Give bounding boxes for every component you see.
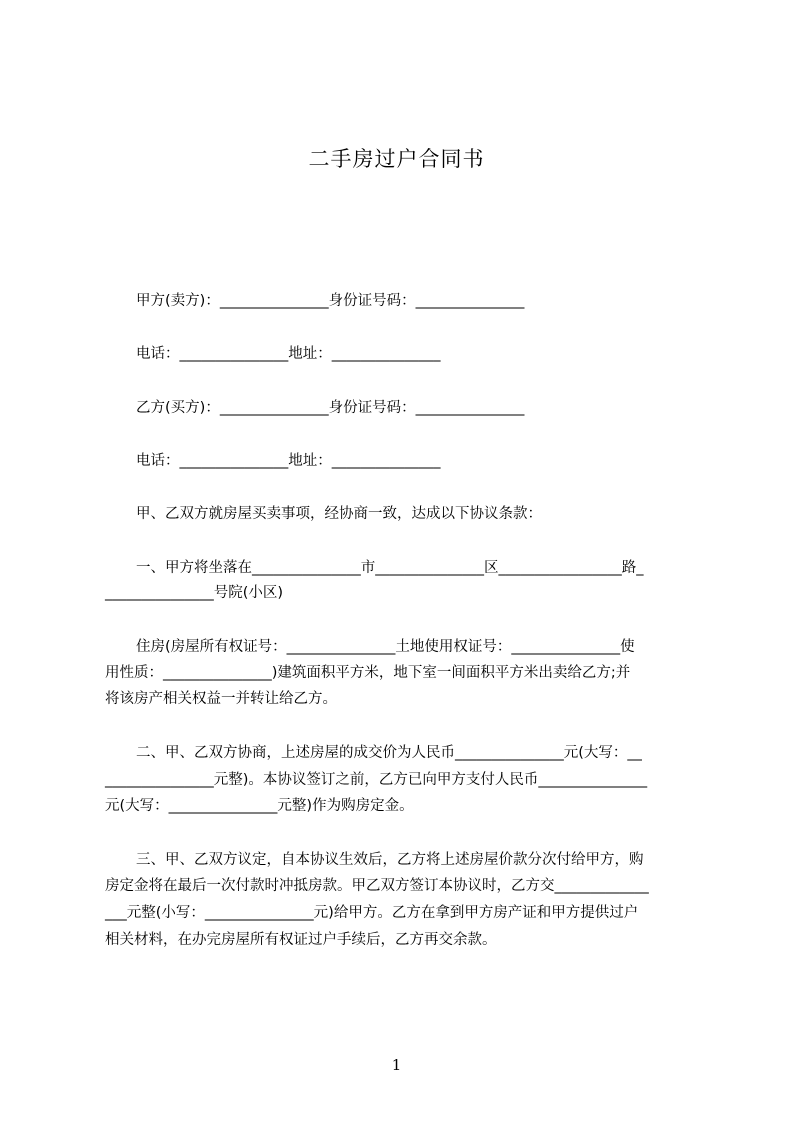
clause-1-line-1: 一、甲方将坐落在_______________市_______________区_________________路_ — [136, 560, 644, 576]
clause-3-line-2: 房定金将在最后一次付款时冲抵房款。甲乙双方签订本协议时，乙方交_____________ — [105, 878, 649, 894]
clause-3-line-1: 三、甲、乙双方议定，自本协议生效后，乙方将上述房屋价款分次付给甲方，购 — [136, 852, 644, 868]
buyer-contact-line: 电话：_______________地址：_______________ — [136, 453, 441, 469]
document-title: 二手房过户合同书 — [308, 147, 485, 171]
seller-name-line: 甲方(卖方)：_______________身份证号码：_______________ — [136, 293, 525, 309]
clause-2-line-1: 二、甲、乙双方协商，上述房屋的成交价为人民币_______________元(大写：__ — [136, 745, 642, 761]
clause-1b-line-2: 用性质：_______________)建筑面积平方米，地下室一间面积平方米出卖给乙方;并 — [105, 665, 631, 681]
intro-paragraph: 甲、乙双方就房屋买卖事项，经协商一致，达成以下协议条款： — [136, 506, 542, 522]
buyer-name-line: 乙方(买方)：_______________身份证号码：_______________ — [136, 400, 525, 416]
page-number: 1 — [391, 1056, 402, 1074]
clause-1b-line-1: 住房(房屋所有权证号：_______________土地使用权证号：_______________使 — [136, 639, 635, 655]
clause-3-line-3: ___元整(小写：_______________元)给甲方。乙方在拿到甲方房产证和甲方提供过户 — [105, 905, 639, 921]
clause-1-line-2: _______________号院(小区) — [105, 585, 284, 601]
clause-2-line-3: 元(大写：_______________元整)作为购房定金。 — [105, 798, 414, 814]
clause-1b-line-3: 将该房产相关权益一并转让给乙方。 — [105, 691, 337, 707]
clause-2-line-2: _______________元整)。本协议签订之前，乙方已向甲方支付人民币_______________ — [105, 772, 648, 788]
clause-3-line-4: 相关材料，在办完房屋所有权证过户手续后，乙方再交余款。 — [105, 932, 497, 948]
seller-contact-line: 电话：_______________地址：_______________ — [136, 346, 441, 362]
